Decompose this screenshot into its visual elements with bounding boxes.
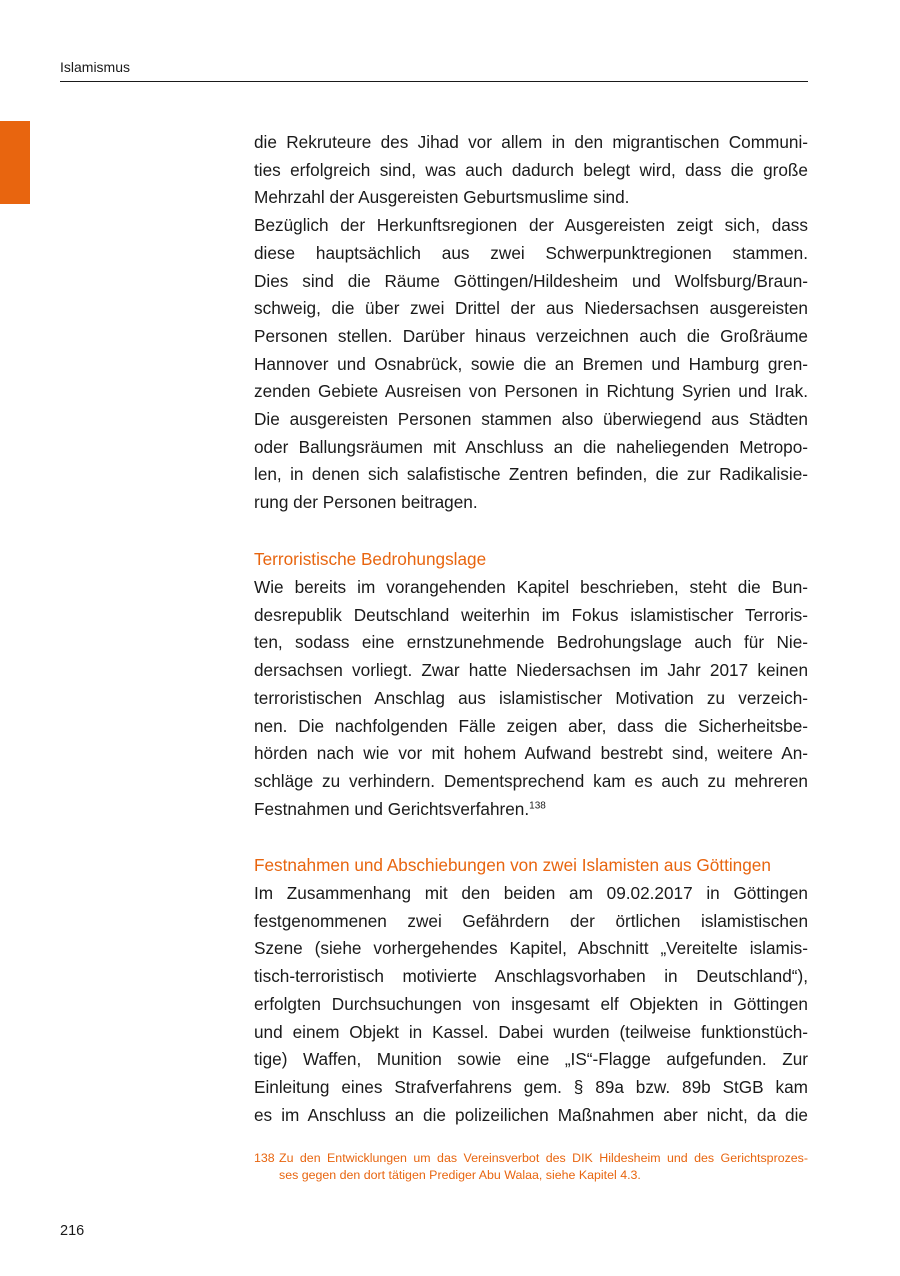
text-line: ties erfolgreich sind, was auch dadurch belegt wird, dass die große <box>254 159 808 180</box>
text-line: erfolgten Durchsuchungen von insgesamt elf Objekten in Göttingen <box>254 993 808 1014</box>
text-line: schweig, die über zwei Drittel der aus Niedersachsen ausgereisten <box>254 298 808 319</box>
text-line: tige) Waffen, Munition sowie eine „IS“-Flagge aufgefunden. Zur <box>254 1049 808 1070</box>
text-line: nen. Die nachfolgenden Fälle zeigen aber, dass die Sicherheitsbe- <box>254 715 808 736</box>
text-line: diese hauptsächlich aus zwei Schwerpunktregionen stammen. <box>254 242 808 263</box>
section-heading-arrests-goettingen: Festnahmen und Abschiebungen von zwei Islamisten aus Göttingen <box>254 855 771 875</box>
text-line: rung der Personen beitragen. <box>254 492 478 513</box>
text-line: Personen stellen. Darüber hinaus verzeichnen auch die Großräume <box>254 325 808 346</box>
footnote-138 <box>254 1150 808 1184</box>
text-line: und einem Objekt in Kassel. Dabei wurden (teilweise funktionstüch- <box>254 1021 808 1042</box>
chapter-side-tab <box>0 121 30 204</box>
text-line: schläge zu verhindern. Dementsprechend kam es auch zu mehreren <box>254 770 808 791</box>
footnote-text <box>279 1150 808 1184</box>
text-line: Bezüglich der Herkunftsregionen der Ausgereisten zeigt sich, dass <box>254 215 808 236</box>
header-rule <box>60 81 808 82</box>
text-line: Einleitung eines Strafverfahrens gem. § 89a bzw. 89b StGB kam <box>254 1076 808 1097</box>
text-line: ten, sodass eine ernstzunehmende Bedrohungslage auch für Nie- <box>254 632 808 653</box>
text-line: Die ausgereisten Personen stammen also überwiegend aus Städten <box>254 409 808 430</box>
text-line: Mehrzahl der Ausgereisten Geburtsmuslime sind. <box>254 187 630 208</box>
paragraph-arrests-goettingen <box>254 880 808 1129</box>
text-line: tisch-terroristisch motivierte Anschlagsvorhaben in Deutschland“), <box>254 966 808 987</box>
paragraph-threat-situation <box>254 574 808 823</box>
footnote-number: 138 <box>254 1151 275 1165</box>
text-line: Wie bereits im vorangehenden Kapitel beschrieben, steht die Bun- <box>254 577 808 597</box>
text-line: dersachsen vorliegt. Zwar hatte Niedersachsen im Jahr 2017 keinen <box>254 660 808 681</box>
text-line-content: Festnahmen und Gerichtsverfahren. <box>254 798 530 819</box>
footnote-line: Zu den Entwicklungen um das Vereinsverbot des DIK Hildesheim und des Gerichtsprozes- <box>279 1151 808 1165</box>
running-head: Islamismus <box>60 59 131 75</box>
text-line: zenden Gebiete Ausreisen von Personen in Richtung Syrien und Irak. <box>254 381 808 402</box>
text-line: Hannover und Osnabrück, sowie die an Bremen und Hamburg gren- <box>254 353 808 374</box>
text-line: desrepublik Deutschland weiterhin im Fokus islamistischer Terroris- <box>254 604 808 625</box>
text-line: festgenommenen zwei Gefährdern der örtlichen islamistischen <box>254 910 808 931</box>
text-line: Szene (siehe vorhergehendes Kapitel, Abschnitt „Vereitelte islamis- <box>254 938 808 959</box>
text-line: Im Zusammenhang mit den beiden am 09.02.2017 in Göttingen <box>254 883 808 903</box>
section-heading-threat-situation: Terroristische Bedrohungslage <box>254 549 487 569</box>
text-line: hörden nach wie vor mit hohem Aufwand bestrebt sind, weitere An- <box>254 743 808 764</box>
text-line: len, in denen sich salafistische Zentren befinden, die zur Radikalisie- <box>254 464 808 485</box>
footnote-reference[interactable]: 138 <box>529 799 546 811</box>
text-line: oder Ballungsräumen mit Anschluss an die naheliegenden Metropo- <box>254 436 808 457</box>
text-line: Dies sind die Räume Göttingen/Hildesheim und Wolfsburg/Braun- <box>254 270 808 291</box>
text-line: terroristischen Anschlag aus islamistischer Motivation zu verzeich- <box>254 687 808 708</box>
text-line <box>254 796 808 824</box>
footnote-line: ses gegen den dort tätigen Prediger Abu Walaa, siehe Kapitel 4.3. <box>279 1167 641 1182</box>
text-line: die Rekruteure des Jihad vor allem in den migrantischen Communi- <box>254 132 808 152</box>
paragraph-origin-regions <box>254 129 808 517</box>
text-line: es im Anschluss an die polizeilichen Maßnahmen aber nicht, da die <box>254 1104 808 1125</box>
page-number: 216 <box>60 1223 85 1239</box>
